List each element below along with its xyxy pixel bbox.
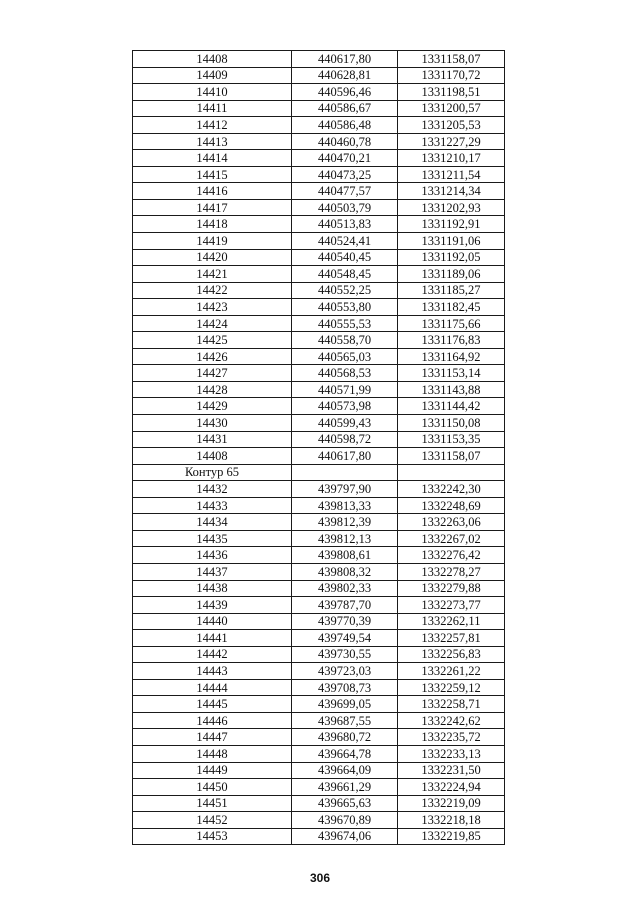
x-coordinate-cell: 440548,45 [292, 266, 398, 283]
x-coordinate-cell: 439770,39 [292, 613, 398, 630]
x-coordinate-cell: 440460,78 [292, 133, 398, 150]
point-id-cell: 14435 [133, 530, 292, 547]
table-row [133, 481, 505, 498]
table-row [133, 795, 505, 812]
table-row [133, 365, 505, 382]
x-coordinate-cell: 440617,80 [292, 448, 398, 465]
point-id-cell: 14436 [133, 547, 292, 564]
x-coordinate-cell: 440565,03 [292, 348, 398, 365]
x-coordinate-cell: 440598,72 [292, 431, 398, 448]
y-coordinate-cell: 1331153,35 [398, 431, 505, 448]
point-id-cell: 14433 [133, 497, 292, 514]
y-coordinate-cell: 1332257,81 [398, 630, 505, 647]
table-row [133, 133, 505, 150]
coordinates-table-body [133, 51, 505, 845]
x-coordinate-cell: 440513,83 [292, 216, 398, 233]
table-row [133, 100, 505, 117]
table-row [133, 696, 505, 713]
table-row [133, 712, 505, 729]
y-coordinate-cell: 1332219,85 [398, 828, 505, 845]
y-coordinate-cell: 1331214,34 [398, 183, 505, 200]
table-row [133, 580, 505, 597]
table-row [133, 745, 505, 762]
section-label: Контур 65 [133, 464, 292, 481]
x-coordinate-cell: 439730,55 [292, 646, 398, 663]
table-row [133, 431, 505, 448]
y-coordinate-cell: 1332218,18 [398, 812, 505, 829]
point-id-cell: 14408 [133, 448, 292, 465]
point-id-cell: 14414 [133, 150, 292, 167]
table-row [133, 299, 505, 316]
point-id-cell: 14452 [133, 812, 292, 829]
x-coordinate-cell: 440558,70 [292, 332, 398, 349]
table-row [133, 166, 505, 183]
point-id-cell: 14429 [133, 398, 292, 415]
y-coordinate-cell: 1331164,92 [398, 348, 505, 365]
y-coordinate-cell: 1331158,07 [398, 51, 505, 68]
y-coordinate-cell: 1332263,06 [398, 514, 505, 531]
coordinates-table [132, 50, 505, 845]
point-id-cell: 14441 [133, 630, 292, 647]
point-id-cell: 14449 [133, 762, 292, 779]
x-coordinate-cell: 439670,89 [292, 812, 398, 829]
x-coordinate-cell: 439708,73 [292, 679, 398, 696]
point-id-cell: 14453 [133, 828, 292, 845]
x-coordinate-cell: 439661,29 [292, 779, 398, 796]
x-coordinate-cell: 439802,33 [292, 580, 398, 597]
point-id-cell: 14427 [133, 365, 292, 382]
table-row [133, 216, 505, 233]
y-coordinate-cell: 1331175,66 [398, 315, 505, 332]
x-coordinate-cell: 439680,72 [292, 729, 398, 746]
point-id-cell: 14426 [133, 348, 292, 365]
y-coordinate-cell: 1331158,07 [398, 448, 505, 465]
y-coordinate-cell: 1331182,45 [398, 299, 505, 316]
y-coordinate-cell: 1332231,50 [398, 762, 505, 779]
y-coordinate-cell: 1331192,91 [398, 216, 505, 233]
y-coordinate-cell: 1332267,02 [398, 530, 505, 547]
table-row [133, 249, 505, 266]
y-coordinate-cell: 1331150,08 [398, 415, 505, 432]
point-id-cell: 14443 [133, 663, 292, 680]
x-coordinate-cell: 440555,53 [292, 315, 398, 332]
y-coordinate-cell: 1331189,06 [398, 266, 505, 283]
point-id-cell: 14419 [133, 233, 292, 250]
table-row [133, 282, 505, 299]
x-coordinate-cell: 439674,06 [292, 828, 398, 845]
y-coordinate-cell: 1332219,09 [398, 795, 505, 812]
point-id-cell: 14418 [133, 216, 292, 233]
table-row [133, 779, 505, 796]
y-coordinate-cell: 1331170,72 [398, 67, 505, 84]
section-row [133, 464, 505, 481]
table-row [133, 828, 505, 845]
y-coordinate-cell: 1332259,12 [398, 679, 505, 696]
x-coordinate-cell: 440628,81 [292, 67, 398, 84]
table-row [133, 315, 505, 332]
x-coordinate-cell: 439664,09 [292, 762, 398, 779]
x-coordinate-cell: 439699,05 [292, 696, 398, 713]
point-id-cell: 14411 [133, 100, 292, 117]
y-coordinate-cell: 1331192,05 [398, 249, 505, 266]
table-row [133, 597, 505, 614]
point-id-cell: 14409 [133, 67, 292, 84]
x-coordinate-cell: 440586,48 [292, 117, 398, 134]
x-coordinate-cell: 440477,57 [292, 183, 398, 200]
table-row [133, 547, 505, 564]
point-id-cell: 14434 [133, 514, 292, 531]
point-id-cell: 14428 [133, 381, 292, 398]
table-row [133, 67, 505, 84]
y-coordinate-cell: 1331211,54 [398, 166, 505, 183]
x-coordinate-cell: 439812,13 [292, 530, 398, 547]
point-id-cell: 14442 [133, 646, 292, 663]
point-id-cell: 14438 [133, 580, 292, 597]
table-row [133, 663, 505, 680]
y-coordinate-cell: 1332248,69 [398, 497, 505, 514]
y-coordinate-cell: 1331176,83 [398, 332, 505, 349]
table-row [133, 332, 505, 349]
table-row [133, 150, 505, 167]
y-coordinate-cell: 1331191,06 [398, 233, 505, 250]
table-row [133, 563, 505, 580]
x-coordinate-cell: 440473,25 [292, 166, 398, 183]
x-coordinate-cell: 439749,54 [292, 630, 398, 647]
y-coordinate-cell: 1332262,11 [398, 613, 505, 630]
x-coordinate-cell: 440573,98 [292, 398, 398, 415]
point-id-cell: 14413 [133, 133, 292, 150]
point-id-cell: 14437 [133, 563, 292, 580]
point-id-cell: 14408 [133, 51, 292, 68]
table-row [133, 84, 505, 101]
point-id-cell: 14447 [133, 729, 292, 746]
point-id-cell: 14451 [133, 795, 292, 812]
point-id-cell: 14416 [133, 183, 292, 200]
y-coordinate-cell: 1331205,53 [398, 117, 505, 134]
table-row [133, 415, 505, 432]
table-row [133, 812, 505, 829]
x-coordinate-cell: 439797,90 [292, 481, 398, 498]
y-coordinate-cell: 1332235,72 [398, 729, 505, 746]
page-number: 306 [309, 871, 331, 885]
x-coordinate-cell: 439723,03 [292, 663, 398, 680]
y-coordinate-cell: 1331185,27 [398, 282, 505, 299]
table-row [133, 233, 505, 250]
point-id-cell: 14432 [133, 481, 292, 498]
x-coordinate-cell: 440540,45 [292, 249, 398, 266]
y-coordinate-cell: 1332233,13 [398, 745, 505, 762]
x-coordinate-cell: 440503,79 [292, 199, 398, 216]
x-coordinate-cell: 440586,67 [292, 100, 398, 117]
point-id-cell: 14410 [133, 84, 292, 101]
point-id-cell: 14440 [133, 613, 292, 630]
table-row [133, 497, 505, 514]
point-id-cell: 14444 [133, 679, 292, 696]
point-id-cell: 14448 [133, 745, 292, 762]
y-coordinate-cell: 1331153,14 [398, 365, 505, 382]
x-coordinate-cell: 439664,78 [292, 745, 398, 762]
table-row [133, 381, 505, 398]
x-coordinate-cell: 439665,63 [292, 795, 398, 812]
y-coordinate-cell: 1331202,93 [398, 199, 505, 216]
x-coordinate-cell: 440470,21 [292, 150, 398, 167]
y-coordinate-cell: 1332273,77 [398, 597, 505, 614]
x-coordinate-cell: 439808,32 [292, 563, 398, 580]
y-coordinate-cell: 1332256,83 [398, 646, 505, 663]
table-row [133, 646, 505, 663]
empty-cell [398, 464, 505, 481]
y-coordinate-cell: 1332242,62 [398, 712, 505, 729]
x-coordinate-cell: 439808,61 [292, 547, 398, 564]
table-row [133, 762, 505, 779]
x-coordinate-cell: 440599,43 [292, 415, 398, 432]
point-id-cell: 14431 [133, 431, 292, 448]
point-id-cell: 14445 [133, 696, 292, 713]
point-id-cell: 14424 [133, 315, 292, 332]
point-id-cell: 14417 [133, 199, 292, 216]
y-coordinate-cell: 1331144,42 [398, 398, 505, 415]
x-coordinate-cell: 440552,25 [292, 282, 398, 299]
x-coordinate-cell: 439787,70 [292, 597, 398, 614]
x-coordinate-cell: 440596,46 [292, 84, 398, 101]
table-row [133, 729, 505, 746]
table-row [133, 530, 505, 547]
table-row [133, 514, 505, 531]
x-coordinate-cell: 439813,33 [292, 497, 398, 514]
table-row [133, 183, 505, 200]
y-coordinate-cell: 1331143,88 [398, 381, 505, 398]
table-row [133, 613, 505, 630]
y-coordinate-cell: 1332261,22 [398, 663, 505, 680]
table-row [133, 266, 505, 283]
point-id-cell: 14423 [133, 299, 292, 316]
point-id-cell: 14415 [133, 166, 292, 183]
y-coordinate-cell: 1332279,88 [398, 580, 505, 597]
x-coordinate-cell: 440568,53 [292, 365, 398, 382]
point-id-cell: 14439 [133, 597, 292, 614]
point-id-cell: 14421 [133, 266, 292, 283]
y-coordinate-cell: 1331210,17 [398, 150, 505, 167]
y-coordinate-cell: 1332224,94 [398, 779, 505, 796]
point-id-cell: 14420 [133, 249, 292, 266]
x-coordinate-cell: 440571,99 [292, 381, 398, 398]
y-coordinate-cell: 1331200,57 [398, 100, 505, 117]
point-id-cell: 14430 [133, 415, 292, 432]
y-coordinate-cell: 1332278,27 [398, 563, 505, 580]
y-coordinate-cell: 1332258,71 [398, 696, 505, 713]
y-coordinate-cell: 1331227,29 [398, 133, 505, 150]
point-id-cell: 14446 [133, 712, 292, 729]
point-id-cell: 14450 [133, 779, 292, 796]
x-coordinate-cell: 440524,41 [292, 233, 398, 250]
x-coordinate-cell: 440553,80 [292, 299, 398, 316]
empty-cell [292, 464, 398, 481]
table-row [133, 398, 505, 415]
table-row [133, 117, 505, 134]
table-row [133, 448, 505, 465]
y-coordinate-cell: 1332276,42 [398, 547, 505, 564]
x-coordinate-cell: 440617,80 [292, 51, 398, 68]
point-id-cell: 14425 [133, 332, 292, 349]
table-row [133, 630, 505, 647]
point-id-cell: 14422 [133, 282, 292, 299]
x-coordinate-cell: 439812,39 [292, 514, 398, 531]
x-coordinate-cell: 439687,55 [292, 712, 398, 729]
table-row [133, 348, 505, 365]
table-row [133, 51, 505, 68]
table-row [133, 199, 505, 216]
y-coordinate-cell: 1331198,51 [398, 84, 505, 101]
point-id-cell: 14412 [133, 117, 292, 134]
table-row [133, 679, 505, 696]
y-coordinate-cell: 1332242,30 [398, 481, 505, 498]
